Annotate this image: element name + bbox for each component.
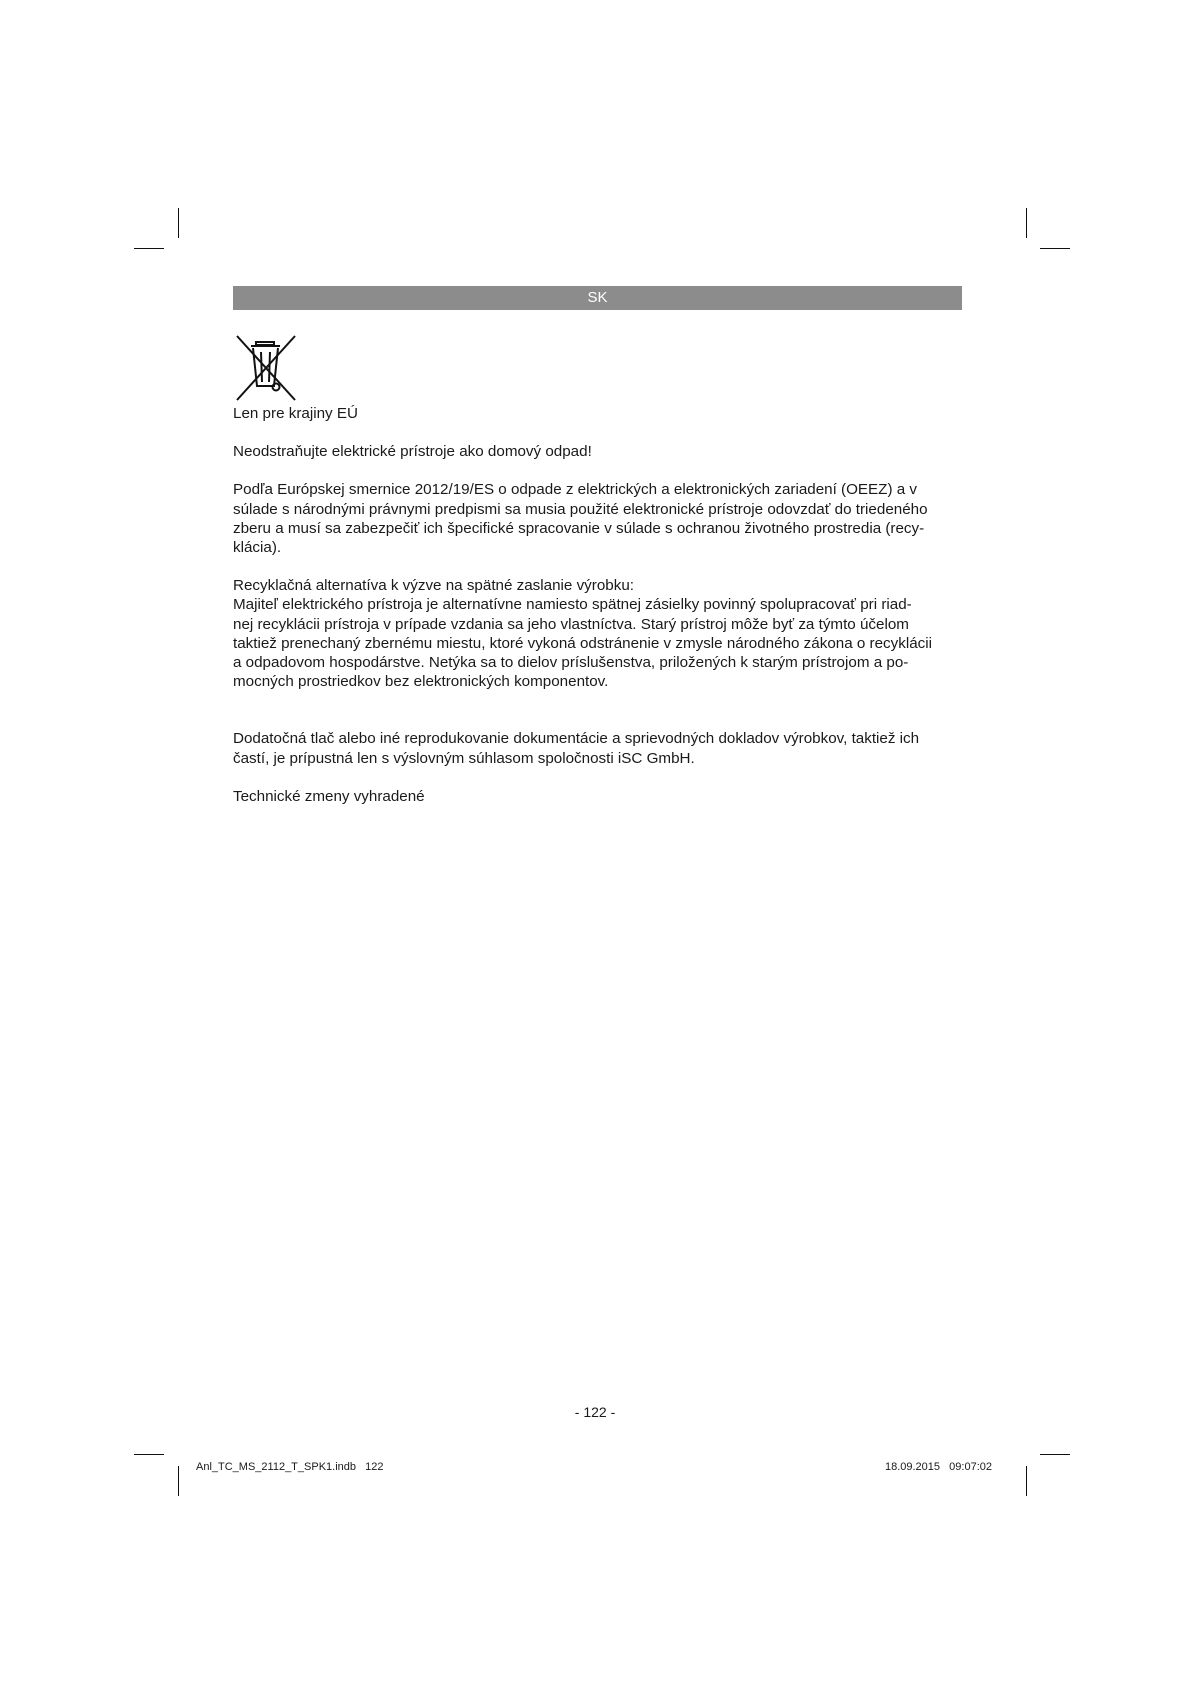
paragraph-line: a odpadovom hospodárstve. Netýka sa to dielov príslušenstva, priložených k starým prístrojom a po-	[233, 654, 909, 672]
paragraph-line: Podľa Európskej smernice 2012/19/ES o odpade z elektrických a elektronických zariadení (OEEZ) a v	[233, 481, 917, 499]
crop-mark-bottom-left-horizontal	[134, 1454, 164, 1455]
document-body	[233, 404, 968, 806]
crop-mark-bottom-right-horizontal	[1040, 1454, 1070, 1455]
crop-mark-top-left-vertical	[178, 208, 179, 238]
print-file-info: Anl_TC_MS_2112_T_SPK1.indb 122	[196, 1461, 384, 1473]
language-code: SK	[587, 289, 608, 306]
paragraph-line: Recyklačná alternatíva k výzve na spätné zaslanie výrobku:	[233, 577, 634, 595]
print-timestamp: 18.09.2015 09:07:02	[884, 1461, 992, 1473]
paragraph-line: nej recyklácii prístroja v prípade vzdania sa jeho vlastníctva. Starý prístroj môže byť za týmto účelom	[233, 615, 909, 633]
paragraph-line: častí, je prípustná len s výslovným súhlasom spoločnosti iSC GmbH.	[233, 749, 695, 767]
disposal-warning: Neodstraňujte elektrické prístroje ako domový odpad!	[233, 443, 592, 461]
directive-paragraph	[233, 480, 968, 557]
crop-mark-bottom-right-vertical	[1026, 1466, 1027, 1496]
paragraph-line: mocných prostriedkov bez elektronických komponentov.	[233, 673, 609, 691]
crop-mark-bottom-left-vertical	[178, 1466, 179, 1496]
paragraph-line: Majiteľ elektrického prístroja je alternatívne namiesto spätnej zásielky povinný spolupracovať pri riad-	[233, 596, 912, 614]
crop-mark-top-right-vertical	[1026, 208, 1027, 238]
reproduction-notice	[233, 729, 968, 767]
paragraph-line: taktiež prenechaný zbernému miestu, ktoré vykoná odstránenie v zmysle národného zákona o recyklácii	[233, 634, 932, 652]
paragraph-line: Dodatočná tlač alebo iné reprodukovanie dokumentácie a sprievodných dokladov výrobkov, taktiež ich	[233, 730, 920, 748]
crossed-out-wheelie-bin-icon	[235, 334, 297, 402]
recycling-paragraph	[233, 576, 968, 691]
crop-mark-top-left-horizontal	[134, 248, 164, 249]
paragraph-line: zberu a musí sa zabezpečiť ich špecifické spracovanie v súlade s ochranou životného prostredia (recy-	[233, 519, 925, 537]
language-header-bar	[233, 286, 962, 310]
page-number: - 122 -	[574, 1404, 616, 1420]
technical-changes-note: Technické zmeny vyhradené	[233, 787, 425, 805]
crop-mark-top-right-horizontal	[1040, 248, 1070, 249]
paragraph-line: klácia).	[233, 539, 282, 557]
paragraph-line: súlade s národnými právnymi predpismi sa musia použité elektronické prístroje odovzdať do triedeného	[233, 500, 928, 518]
eu-only-note: Len pre krajiny EÚ	[233, 405, 358, 422]
